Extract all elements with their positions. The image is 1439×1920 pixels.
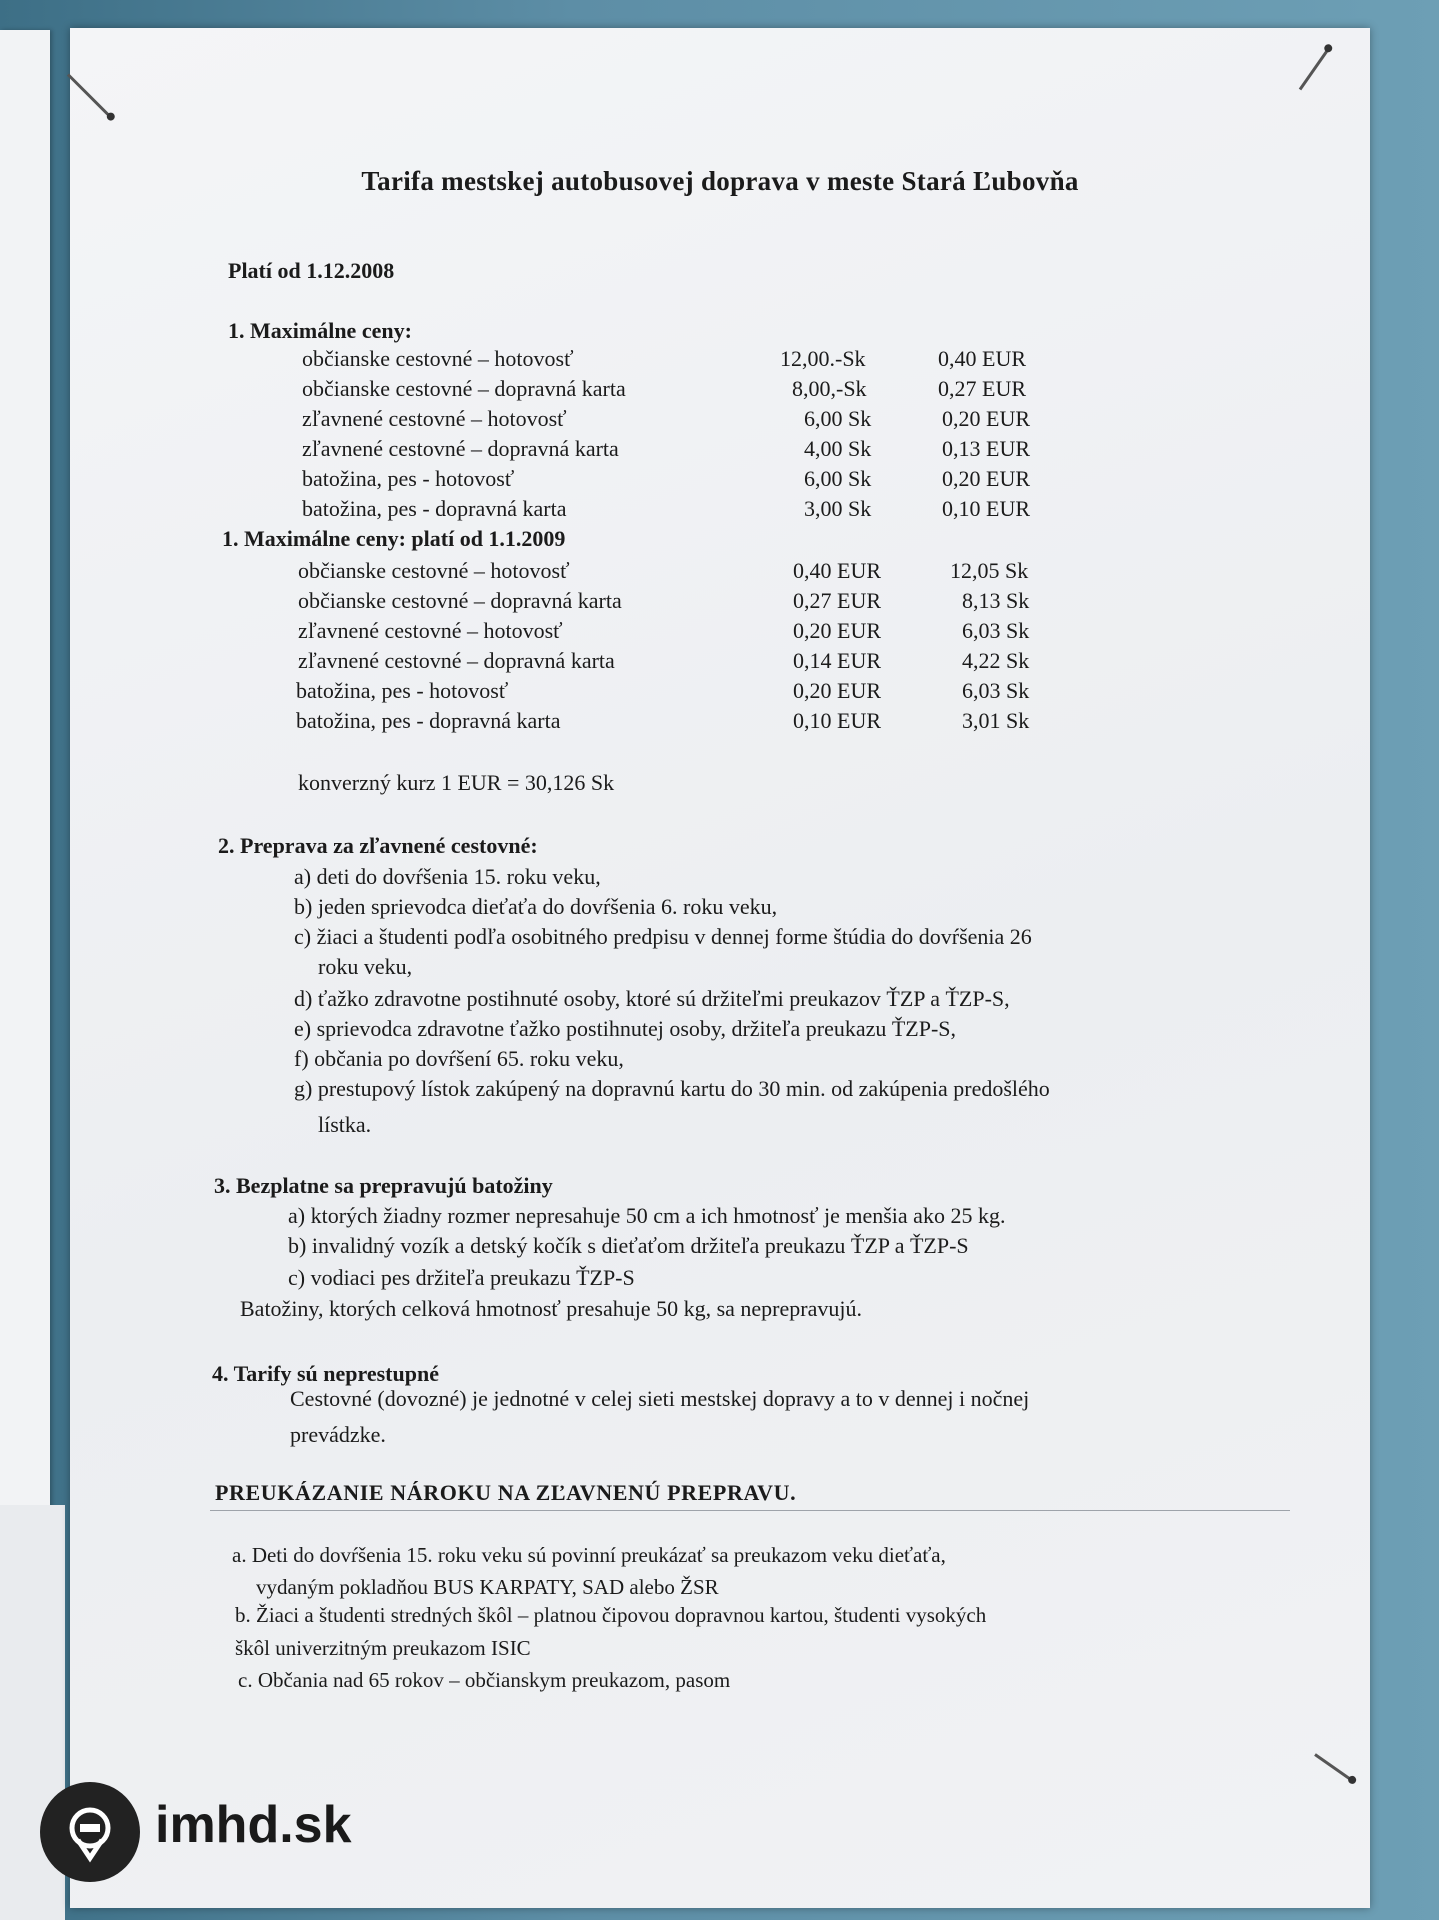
fare-eur: 0,13 EUR (942, 436, 1030, 461)
fare-label: zľavnené cestovné – dopravná karta (302, 436, 619, 461)
section5-heading: PREUKÁZANIE NÁROKU NA ZĽAVNENÚ PREPRAVU. (215, 1480, 797, 1505)
section3-heading: 3. Bezplatne sa prepravujú batožiny (214, 1173, 553, 1198)
list-item: a) deti do dovŕšenia 15. roku veku, (294, 864, 601, 889)
imhd-logo-icon (40, 1782, 140, 1882)
fare-sk: 12,05 Sk (950, 558, 1029, 583)
section3-note: Batožiny, ktorých celková hmotnosť presahuje 50 kg, sa neprepravujú. (240, 1296, 862, 1321)
fare-eur: 0,10 EUR (793, 708, 881, 733)
list-item: b. Žiaci a študenti stredných škôl – platnou čipovou dopravnou kartou, študenti vysokých (235, 1603, 987, 1627)
conversion-rate: konverzný kurz 1 EUR = 30,126 Sk (298, 770, 615, 795)
fare-label: občianske cestovné – dopravná karta (298, 588, 622, 613)
fare-label: batožina, pes - hotovosť (302, 466, 515, 491)
section1b-heading: 1. Maximálne ceny: platí od 1.1.2009 (222, 526, 566, 551)
list-item: f) občania po dovŕšení 65. roku veku, (294, 1046, 624, 1071)
list-item: vydaným pokladňou BUS KARPATY, SAD alebo ŽSR (256, 1575, 719, 1599)
fare-sk: 4,00 Sk (804, 436, 872, 461)
list-item: lístka. (318, 1112, 372, 1137)
fare-eur: 0,20 EUR (942, 466, 1030, 491)
fare-sk: 6,00 Sk (804, 466, 872, 491)
valid-from: Platí od 1.12.2008 (228, 258, 395, 283)
fare-label: občianske cestovné – hotovosť (298, 558, 570, 583)
list-item: roku veku, (318, 954, 413, 979)
list-item: c) vodiaci pes držiteľa preukazu ŤZP-S (288, 1265, 635, 1290)
section4-text: Cestovné (dovozné) je jednotné v celej sieti mestskej dopravy a to v dennej i nočnej (290, 1386, 1030, 1411)
list-item: e) sprievodca zdravotne ťažko postihnutej osoby, držiteľa preukazu ŤZP-S, (294, 1016, 957, 1041)
adjacent-notice-left (0, 30, 50, 1510)
fare-eur: 0,20 EUR (793, 618, 881, 643)
fare-label: občianske cestovné – hotovosť (302, 346, 574, 371)
fare-label: zľavnené cestovné – hotovosť (298, 618, 563, 643)
fare-eur: 0,40 EUR (793, 558, 881, 583)
fare-sk: 6,00 Sk (804, 406, 872, 431)
fare-eur: 0,20 EUR (793, 678, 881, 703)
fare-label: batožina, pes - dopravná karta (296, 708, 561, 733)
fare-eur: 0,10 EUR (942, 496, 1030, 521)
list-item: c) žiaci a študenti podľa osobitného predpisu v dennej forme štúdia do dovŕšenia 26 (294, 924, 1032, 949)
fare-sk: 3,01 Sk (962, 708, 1030, 733)
section4-text: prevádzke. (290, 1422, 386, 1447)
fare-sk: 6,03 Sk (962, 678, 1030, 703)
fare-eur: 0,14 EUR (793, 648, 881, 673)
fare-eur: 0,27 EUR (938, 376, 1026, 401)
list-item: g) prestupový lístok zakúpený na dopravnú kartu do 30 min. od zakúpenia predošlého (294, 1076, 1050, 1101)
pin-icon (67, 73, 112, 118)
list-item: a) ktorých žiadny rozmer nepresahuje 50 cm a ich hmotnosť je menšia ako 25 kg. (288, 1203, 1006, 1228)
fare-sk: 8,13 Sk (962, 588, 1030, 613)
tariff-notice-sheet (70, 28, 1370, 1908)
divider (210, 1510, 1290, 1511)
fare-eur: 0,20 EUR (942, 406, 1030, 431)
pin-icon (1299, 48, 1330, 91)
list-item: c. Občania nad 65 rokov – občianskym preukazom, pasom (238, 1668, 731, 1692)
list-item: b) jeden sprievodca dieťaťa do dovŕšenia 6. roku veku, (294, 894, 778, 919)
section1-heading: 1. Maximálne ceny: (228, 318, 412, 343)
fare-label: občianske cestovné – dopravná karta (302, 376, 626, 401)
fare-sk: 8,00,-Sk (792, 376, 867, 401)
fare-label: batožina, pes - hotovosť (296, 678, 509, 703)
section2-heading: 2. Preprava za zľavnené cestovné: (218, 833, 538, 858)
list-item: a. Deti do dovŕšenia 15. roku veku sú povinní preukázať sa preukazom veku dieťaťa, (232, 1543, 946, 1567)
pin-icon (1314, 1753, 1353, 1781)
notice-title: Tarifa mestskej autobusovej doprava v meste Stará Ľubovňa (361, 166, 1079, 196)
fare-label: zľavnené cestovné – dopravná karta (298, 648, 615, 673)
fare-sk: 6,03 Sk (962, 618, 1030, 643)
fare-label: zľavnené cestovné – hotovosť (302, 406, 567, 431)
list-item: d) ťažko zdravotne postihnuté osoby, ktoré sú držiteľmi preukazov ŤZP a ŤZP-S, (294, 986, 1010, 1011)
watermark-text: imhd.sk (155, 1796, 352, 1854)
fare-sk: 3,00 Sk (804, 496, 872, 521)
section4-heading: 4. Tarify sú neprestupné (212, 1361, 439, 1386)
fare-eur: 0,27 EUR (793, 588, 881, 613)
list-item: škôl univerzitným preukazom ISIC (235, 1636, 531, 1660)
list-item: b) invalidný vozík a detský kočík s dieťaťom držiteľa preukazu ŤZP a ŤZP-S (288, 1233, 969, 1258)
fare-eur: 0,40 EUR (938, 346, 1026, 371)
fare-sk: 12,00.-Sk (780, 346, 866, 371)
fare-sk: 4,22 Sk (962, 648, 1030, 673)
fare-label: batožina, pes - dopravná karta (302, 496, 567, 521)
